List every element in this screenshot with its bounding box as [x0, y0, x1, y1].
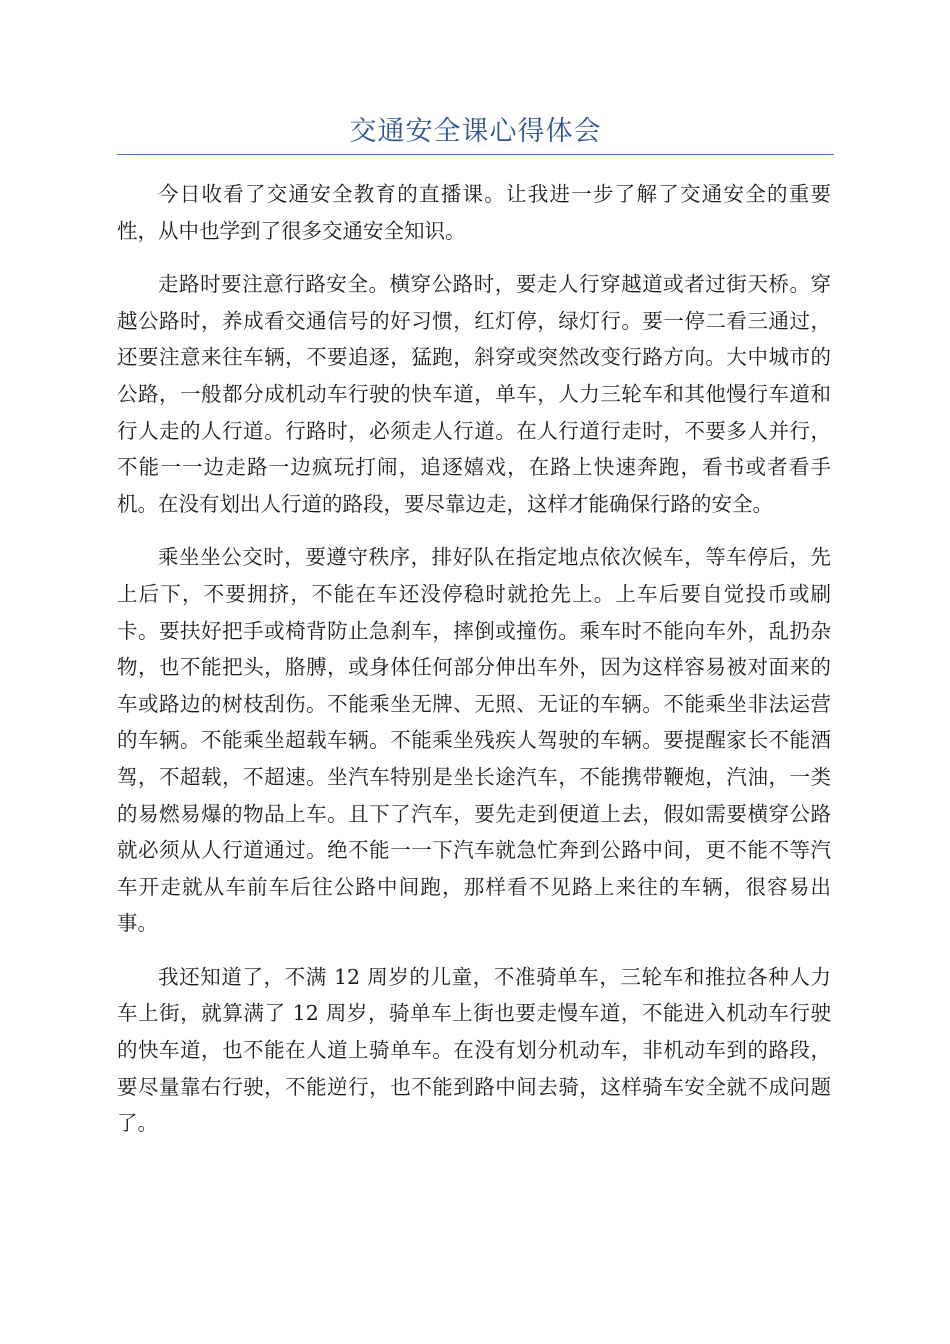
paragraph-4: 我还知道了，不满 12 周岁的儿童，不准骑单车，三轮车和推拉各种人力车上街，就算满了 12 周岁，骑单车上街也要走慢车道，不能进入机动车行驶的快车道，也不能在人道上骑单车。在没有划分机动车，非机动车到的路段，要尽量靠右行驶，不能逆行，也不能到路中间去骑，这样骑车安全就不成问题了。 — [117, 964, 831, 1136]
paragraph-3: 乘坐坐公交时，要遵守秩序，排好队在指定地点依次候车，等车停后，先上后下，不要拥挤，不能在车还没停稳时就抢先上。上车后要自觉投币或刷卡。要扶好把手或椅背防止急刹车，摔倒或撞伤。乘车时不能向车外，乱扔杂物，也不能把头，胳膊，或身体任何部分伸出车外，因为这样容易被对面来的车或路边的树枝刮伤。不能乘坐无牌、无照、无证的车辆。不能乘坐非法运营的车辆。不能乘坐超载车辆。不能乘坐残疾人驾驶的车辆。要提醒家长不能酒驾，不超载，不超速。坐汽车特别是坐长途汽车，不能携带鞭炮，汽油，一类的易燃易爆的物品上车。且下了汽车，要先走到便道上去，假如需要横穿公路就必须从人行道通过。绝不能一一下汽车就急忙奔到公路中间，更不能不等汽车开走就从车前车后往公路中间跑，那样看不见路上来往的车辆，很容易出事。 — [117, 545, 831, 936]
title-underline-divider — [117, 154, 834, 155]
paragraph-1: 今日收看了交通安全教育的直播课。让我进一步了解了交通安全的重要性，从中也学到了很多交通安全知识。 — [117, 182, 831, 243]
document-title: 交通安全课心得体会 — [349, 116, 602, 147]
document-body — [117, 176, 831, 1159]
paragraph-2: 走路时要注意行路安全。横穿公路时，要走人行穿越道或者过街天桥。穿越公路时，养成看交通信号的好习惯，红灯停，绿灯行。要一停二看三通过，还要注意来往车辆，不要追逐，猛跑，斜穿或突然改变行路方向。大中城市的公路，一般都分成机动车行驶的快车道，单车，人力三轮车和其他慢行车道和行人走的人行道。行路时，必须走人行道。在人行道行走时，不要多人并行，不能一一边走路一边疯玩打闹，追逐嬉戏，在路上快速奔跑，看书或者看手机。在没有划出人行道的路段，要尽靠边走，这样才能确保行路的安全。 — [117, 272, 831, 516]
